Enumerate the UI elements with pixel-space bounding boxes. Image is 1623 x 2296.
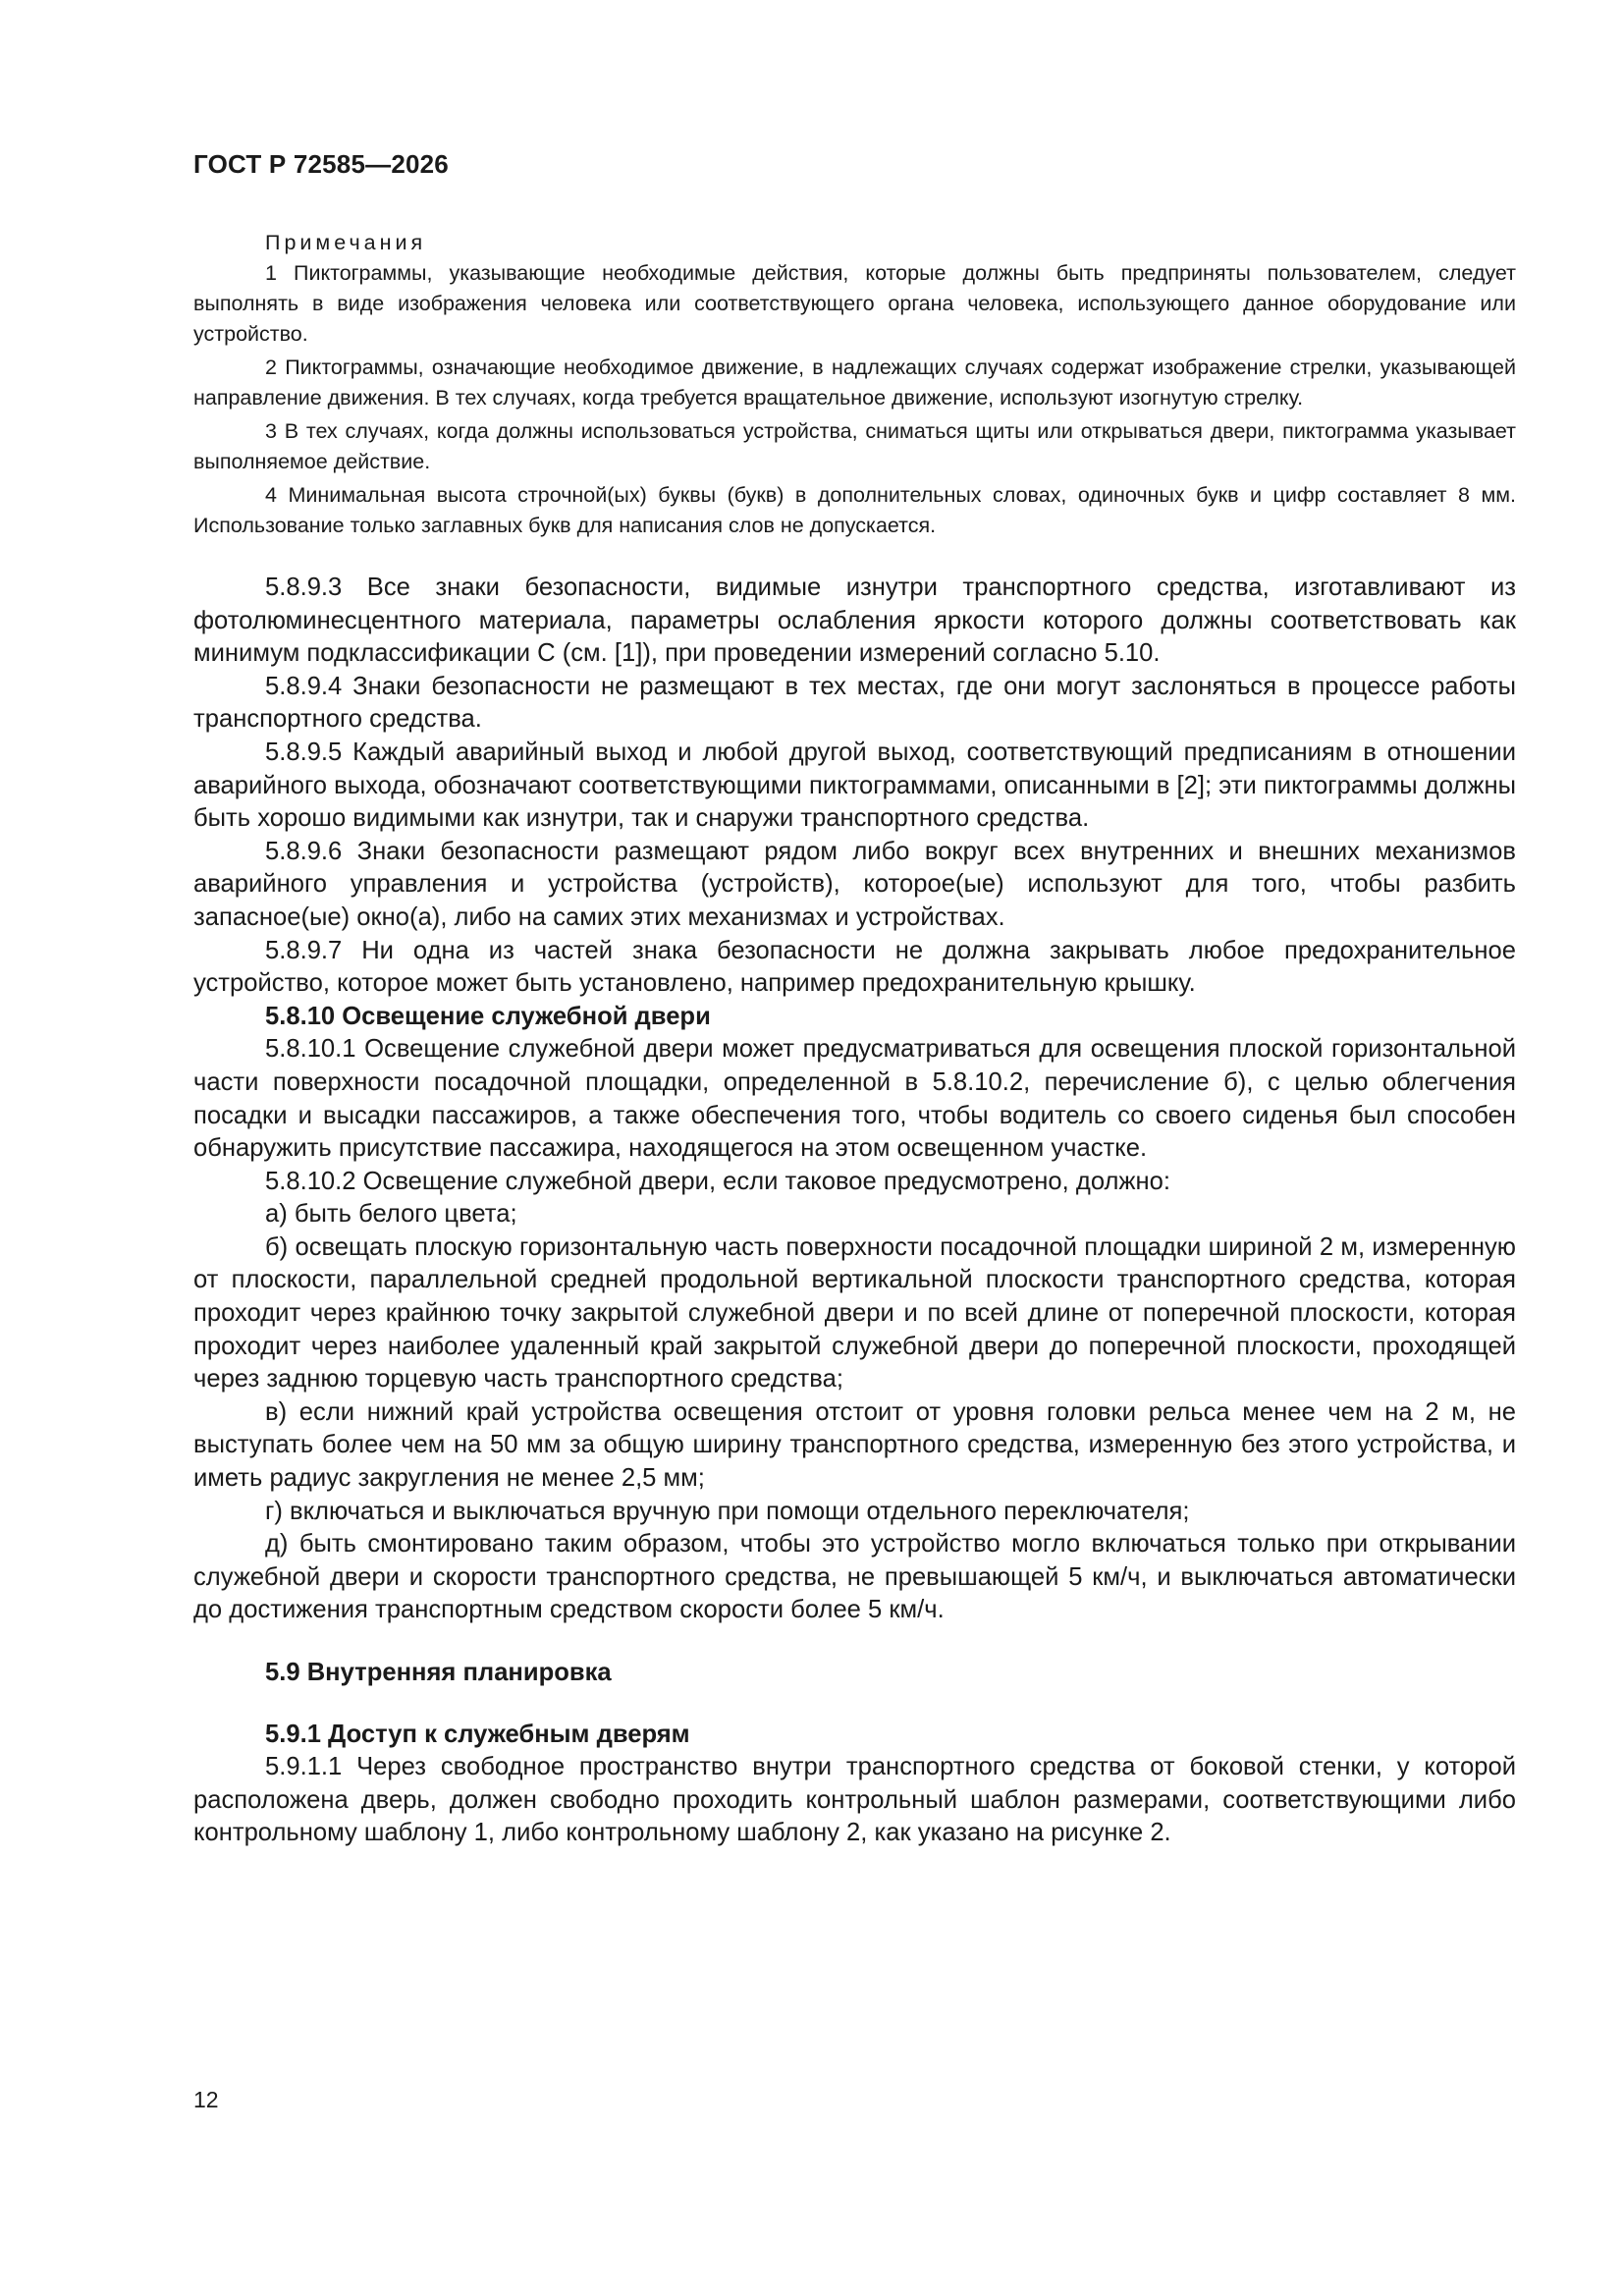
list-item-b: б) освещать плоскую горизонтальную часть поверхности посадочной площадки шириной 2 м, измеренную от плоскости, параллельной средней продольной вертикальной плоскости транспортного средства, которая проходит через крайнюю точку закрытой служебной двери и по всей длине от поперечной плоскости, которая проходит через наиболее удаленный край закрытой служебной двери до поперечной плоскости, проходящей через заднюю торцевую часть транспортного средства; <box>193 1232 1516 1394</box>
list-item-d: д) быть смонтировано таким образом, чтобы это устройство могло включаться только при открывании служебной двери и скорости транспортного средства, не превышающей 5 км/ч, и выключаться автоматически до достижения транспортным средством скорости более 5 км/ч. <box>193 1530 1516 1624</box>
heading-5-8-10: 5.8.10 Освещение служебной двери <box>265 1002 711 1030</box>
list-item-a: а) быть белого цвета; <box>265 1200 517 1229</box>
notes-block <box>193 228 1516 541</box>
paragraph-5-8-10-2: 5.8.10.2 Освещение служебной двери, если таковое предусмотрено, должно: <box>265 1167 1171 1195</box>
list-item-v: в) если нижний край устройства освещения отстоит от уровня головки рельса менее чем на 2 м, не выступать более чем на 50 мм за общую ширину транспортного средства, измеренную без этого устройства, и иметь радиус закругления не менее 2,5 мм; <box>193 1397 1516 1493</box>
heading-5-9: 5.9 Внутренняя планировка <box>265 1659 612 1686</box>
document-body <box>193 572 1516 1850</box>
paragraph-5-8-9-6: 5.8.9.6 Знаки безопасности размещают рядом либо вокруг всех внутренних и внешних механизмов аварийного управления и устройства (устройств), которое(ые) используют для того, чтобы разбить запасное(ые) окно(а), либо на самих этих механизмах и устройствах. <box>193 837 1516 931</box>
paragraph-5-8-9-3: 5.8.9.3 Все знаки безопасности, видимые изнутри транспортного средства, изготавливают из фотолюминесцентного материала, параметры ослабления яркости которого должны соответствовать как минимум подклассификации С (см. [1]), при проведении измерений согласно 5.10. <box>193 574 1516 668</box>
document-header: ГОСТ Р 72585—2026 <box>193 149 449 179</box>
note-item: 2 Пиктограммы, означающие необходимое движение, в надлежащих случаях содержат изображение стрелки, указывающей направление движения. В тех случаях, когда требуется вращательное движение, используют изогнутую стрелку. <box>193 355 1516 410</box>
page-number: 12 <box>193 2087 219 2112</box>
note-item: 3 В тех случаях, когда должны использоваться устройства, сниматься щиты или открываться двери, пиктограмма указывает выполняемое действие. <box>193 419 1516 473</box>
note-item: 1 Пиктограммы, указывающие необходимые действия, которые должны быть предприняты пользователем, следует выполнять в виде изображения человека или соответствующего органа человека, использующего данное оборудование или устройство. <box>193 261 1516 346</box>
heading-5-9-1: 5.9.1 Доступ к служебным дверям <box>265 1720 690 1748</box>
paragraph-5-8-9-4: 5.8.9.4 Знаки безопасности не размещают в тех местах, где они могут заслоняться в процессе работы транспортного средства. <box>193 672 1516 734</box>
note-item: 4 Минимальная высота строчной(ых) буквы (букв) в дополнительных словах, одиночных букв и цифр составляет 8 мм. Использование только заглавных букв для написания слов не допускается. <box>193 483 1516 537</box>
paragraph-5-8-9-5: 5.8.9.5 Каждый аварийный выход и любой другой выход, соответствующий предписаниям в отношении аварийного выхода, обозначают соответствующими пиктограммами, описанными в [2]; эти пиктограммы должны быть хорошо видимыми как изнутри, так и снаружи транспортного средства. <box>193 738 1516 833</box>
paragraph-5-8-9-7: 5.8.9.7 Ни одна из частей знака безопасности не должна закрывать любое предохранительное устройство, которое может быть установлено, например предохранительную крышку. <box>193 936 1516 998</box>
paragraph-5-9-1-1: 5.9.1.1 Через свободное пространство внутри транспортного средства от боковой стенки, у которой расположена дверь, должен свободно проходить контрольный шаблон размерами, соответствующими либо контрольному шаблону 1, либо контрольному шаблону 2, как указано на рисунке 2. <box>193 1753 1516 1847</box>
paragraph-5-8-10-1: 5.8.10.1 Освещение служебной двери может предусматриваться для освещения плоской горизонтальной части поверхности посадочной площадки, определенной в 5.8.10.2, перечисление б), с целью облегчения посадки и высадки пассажиров, а также обеспечения того, чтобы водитель со своего сиденья был способен обнаружить присутствие пассажира, находящегося на этом освещенном участке. <box>193 1035 1516 1163</box>
notes-title: Примечания <box>265 231 427 254</box>
list-item-g: г) включаться и выключаться вручную при помощи отдельного переключателя; <box>265 1497 1190 1525</box>
